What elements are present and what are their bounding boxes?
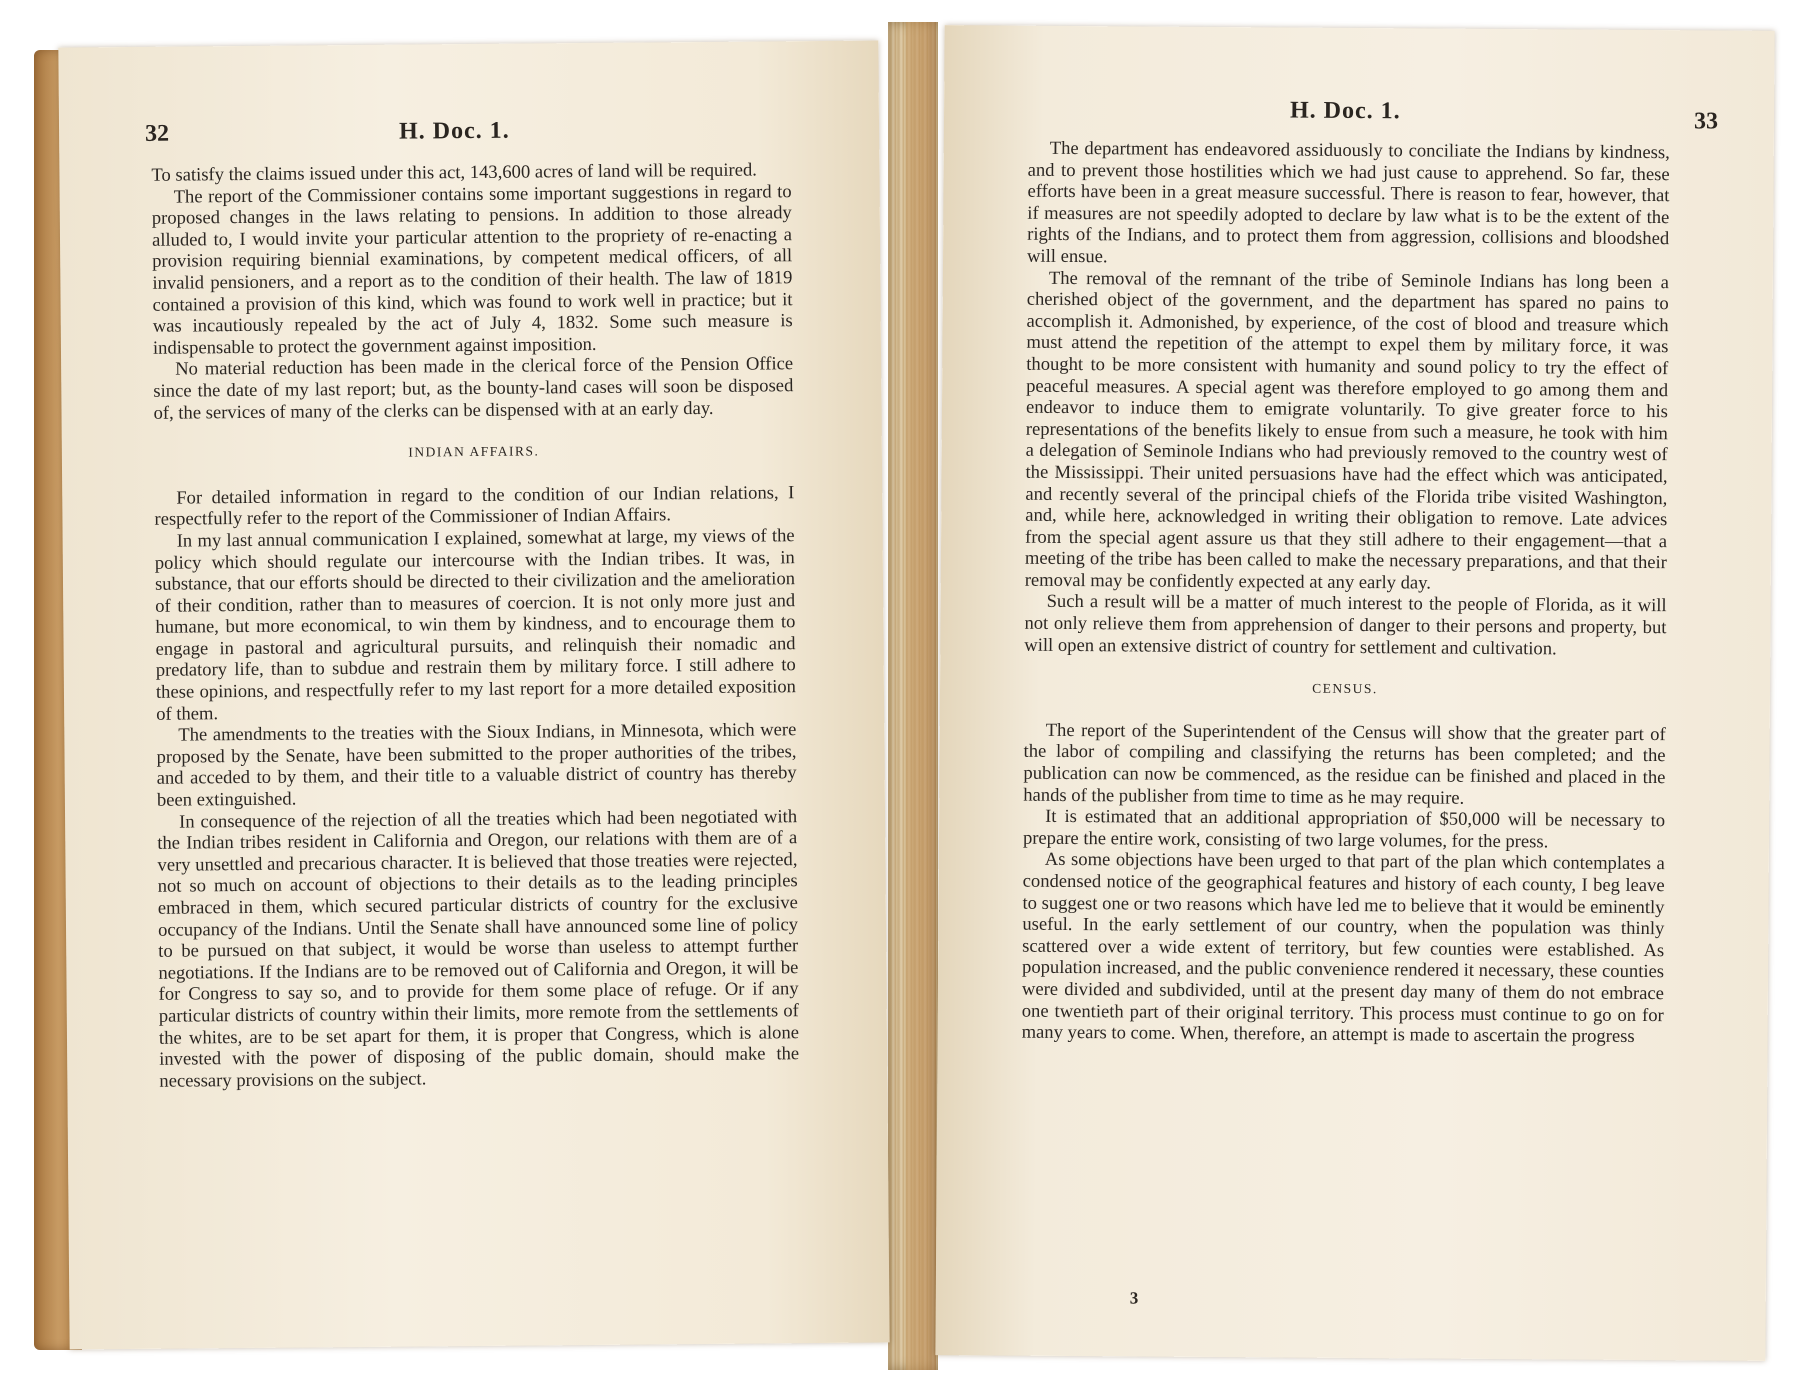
left-page (58, 40, 889, 1349)
section-heading: CENSUS. (1312, 680, 1378, 697)
paragraph: In my last annual communication I explained, somewhat at large, my views of the policy which should regulate our intercourse with the Indian tribes. It was, in substance, that our efforts should be directed to their civilization and the amelioration of their condition, rather than to measures of coercion. It is not only more just and humane, but more economical, to win them by kindness, and to encourage them to engage in pastoral and agricultural pursuits, and relinquish their nomadic and predatory life, than to subdue and restrain them by military force. I still adhere to these opinions, and respectfully refer to my last report for a more detailed exposition of them. (154, 525, 797, 725)
page-number: 33 (1693, 108, 1719, 135)
paragraph: Such a result will be a matter of much interest to the people of Florida, as it will not only relieve them from apprehension of danger to their persons and property, but will open an extensive district of country for settlement and cultivation. (1024, 591, 1667, 660)
paragraph: The amendments to the treaties with the Sioux Indians, in Minnesota, which were proposed by the Senate, have been submitted to the proper authorities of the tribes, and acceded to by them, and their title to a valuable district of country has thereby been extinguished. (156, 719, 797, 811)
page-text (151, 159, 799, 1092)
section-heading: INDIAN AFFAIRS. (408, 443, 540, 460)
paragraph: The report of the Commissioner contains some important suggestions in regard to proposed changes in the laws relating to pensions. In addition to those already alluded to, I would invite your particular attention to the propriety of re-enacting a provision requiring biennial examinations, by competent medical officers, of all invalid pensioners, and a report as to the condition of their health. The law of 1819 contained a provision of this kind, which was found to work well in practice; but it was incautiously repealed by the act of July 4, 1832. Some such measure is indispensable to protect the government against imposition. (151, 180, 793, 359)
paragraph: For detailed information in regard to the condition of our Indian relations, I respectfully refer to the report of the Commissioner of Indian Affairs. (154, 481, 795, 531)
paragraph: In consequence of the rejection of all the treaties which had been negotiated with the Indian tribes resident in California and Oregon, our relations with them are of a very unsettled and precarious character. It is believed that those treaties were rejected, not so much on account of objections to their details as to the leading principles embraced in them, which secured particular districts of country for the exclusive occupancy of the Indians. Until the Senate shall have announced some line of policy to be pursued on that subject, it would be worse than useless to attempt further negotiations. If the Indians are to be removed out of California and Oregon, it will be for Congress to say so, and to provide for them some place of refuge. Or if any particular districts of country within their limits, more remote from the settlements of the whites, are to be set apart for them, it is proper that Congress, which is alone invested with the power of disposing of the public domain, should make the necessary provisions on the subject. (157, 805, 800, 1092)
paragraph: It is estimated that an additional appropriation of $50,000 will be necessary to prepare the entire work, consisting of two large volumes, for the press. (1022, 806, 1666, 853)
right-page (935, 25, 1774, 1361)
paragraph: To satisfy the claims issued under this act, 143,600 acres of land will be required. (151, 159, 757, 186)
paragraph: The removal of the remnant of the tribe of Seminole Indians has long been a cherished object of the government, and the department has spared no pains to accomplish it. Admonished, by experience, of the cost of blood and treasure which must attend the repetition of the attempt to expel them by military force, it was thought to be more consistent with humanity and sound policy to try the effect of peaceful measures. A special agent was therefore employed to go among them and endeavor to induce them to emigrate voluntarily. To give greater force to his representations of the benefits likely to ensue from such a measure, he took with him a delegation of Seminole Indians who had previously removed to the country west of the Mississippi. Their united persuasions have had the effect which was anticipated, and recently several of the principal chiefs of the Florida tribe visited Washington, and, while here, acknowledged in writing their obligation to remove. Late advices from the special agent assure us that they still adhere to their engagement—that a meeting of the tribe has been called to make the necessary preparations, and that their removal may be confidently expected at any early day. (1024, 267, 1669, 594)
paragraph: The department has endeavored assiduously to conciliate the Indians by kindness, and to prevent those hostilities which we had just cause to apprehend. So far, these efforts have been in a great measure successful. There is reason to fear, however, that if measures are not speedily adopted to declare by law what is to be the extent of the rights of the Indians, and to protect them from aggression, collisions and bloodshed will ensue. (1026, 137, 1670, 268)
paragraph: The report of the Superintendent of the Census will show that the greater part of the labor of compiling and classifying the returns has been completed; and the publication can now be commenced, as the residue can be finished and placed in the hands of the publisher from time to time as he may require. (1023, 719, 1666, 809)
paragraph: No material reduction has been made in the clerical force of the Pension Office since the date of my last report; but, as the bounty-land cases will soon be disposed of, the services of many of the clerks can be dispensed with at an early day. (153, 353, 794, 424)
paragraph: As some objections have been urged to that part of the plan which contemplates a condensed notice of the geographical features and history of each county, I beg leave to suggest one or two reasons which have led me to believe that it would be eminently useful. In the early settlement of our country, when the population was thinly scattered over a wide extent of territory, but few counties were established. As population increased, and the public convenience rendered it necessary, these counties were divided and subdivided, until at the present day many of them do not embrace one twentieth part of their original territory. This process must continue to go on for many years to come. When, therefore, an attempt is made to ascertain the progress (1021, 849, 1665, 1048)
running-head: H. Doc. 1. (1289, 97, 1401, 125)
spine-shadow (906, 22, 936, 1370)
page-text (1022, 138, 1670, 1048)
running-head: H. Doc. 1. (398, 117, 510, 145)
page-number: 32 (144, 120, 170, 147)
signature-mark: 3 (1129, 1288, 1139, 1308)
